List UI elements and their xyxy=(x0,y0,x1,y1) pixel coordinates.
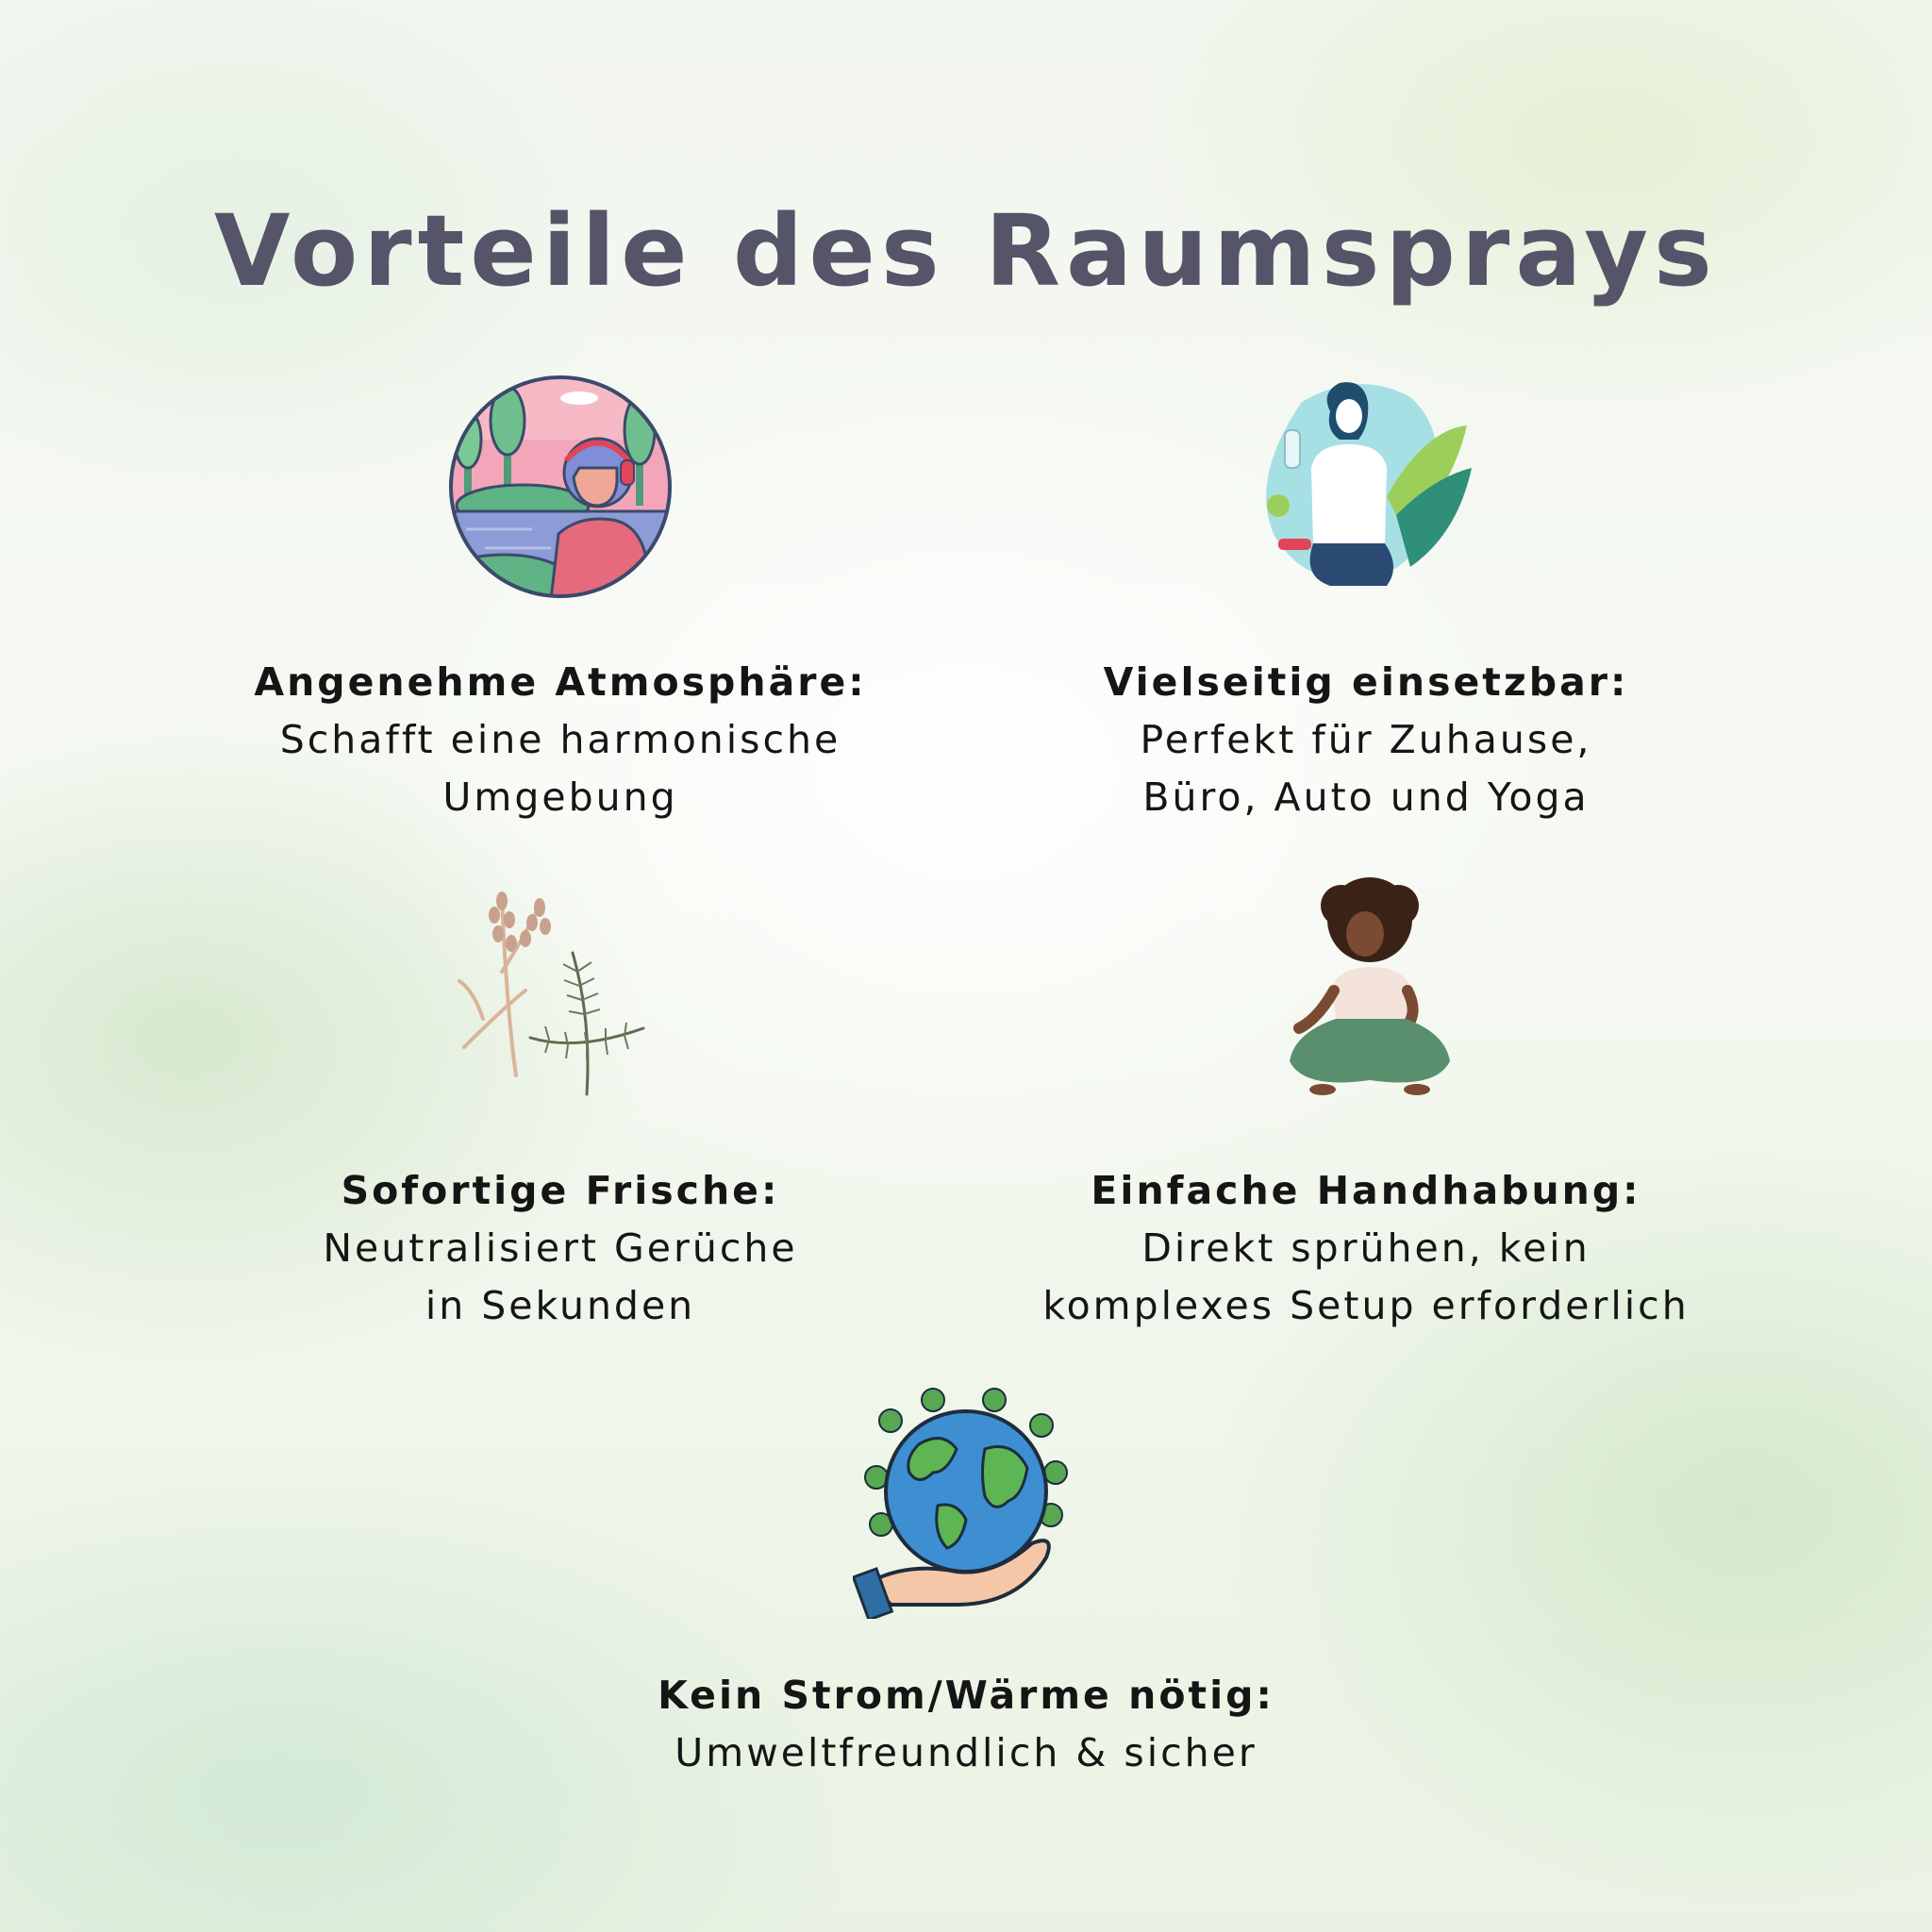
meditating-woman-icon xyxy=(1275,877,1464,1104)
feature-sofortige-frische xyxy=(211,1162,909,1335)
feature-text-line: Direkt sprühen, kein xyxy=(1141,1225,1591,1271)
feature-vielseitig-einsetzbar xyxy=(1017,654,1715,826)
feature-angenehme-atmosphaere xyxy=(211,654,909,826)
page-title: Vorteile des Raumsprays xyxy=(214,193,1718,308)
feature-text-line: Perfekt für Zuhause, xyxy=(1140,717,1592,762)
feature-text-line: Umweltfreundlich & sicher xyxy=(675,1730,1257,1775)
feature-heading: Einfache Handhabung: xyxy=(1091,1168,1641,1213)
globe-in-hand-icon xyxy=(853,1383,1079,1619)
feature-text-line: Büro, Auto und Yoga xyxy=(1142,774,1590,820)
person-with-headphones-in-nature-icon xyxy=(447,374,674,600)
feature-heading: Angenehme Atmosphäre: xyxy=(254,659,867,705)
feature-text-line: Neutralisiert Gerüche xyxy=(323,1225,798,1271)
feature-text-line: in Sekunden xyxy=(425,1283,696,1328)
feature-text-line: komplexes Setup erforderlich xyxy=(1042,1283,1690,1328)
feature-heading: Vielseitig einsetzbar: xyxy=(1103,659,1629,705)
lavender-rosemary-herbs-icon xyxy=(436,877,672,1104)
feature-text-line: Schafft eine harmonische xyxy=(279,717,841,762)
feature-text-line: Umgebung xyxy=(442,774,678,820)
feature-einfache-handhabung xyxy=(970,1162,1762,1335)
feature-heading: Sofortige Frische: xyxy=(341,1168,780,1213)
feature-heading: Kein Strom/Wärme nötig: xyxy=(658,1673,1274,1718)
woman-wellness-fitness-icon xyxy=(1245,374,1472,591)
feature-kein-strom-waerme xyxy=(589,1667,1343,1782)
